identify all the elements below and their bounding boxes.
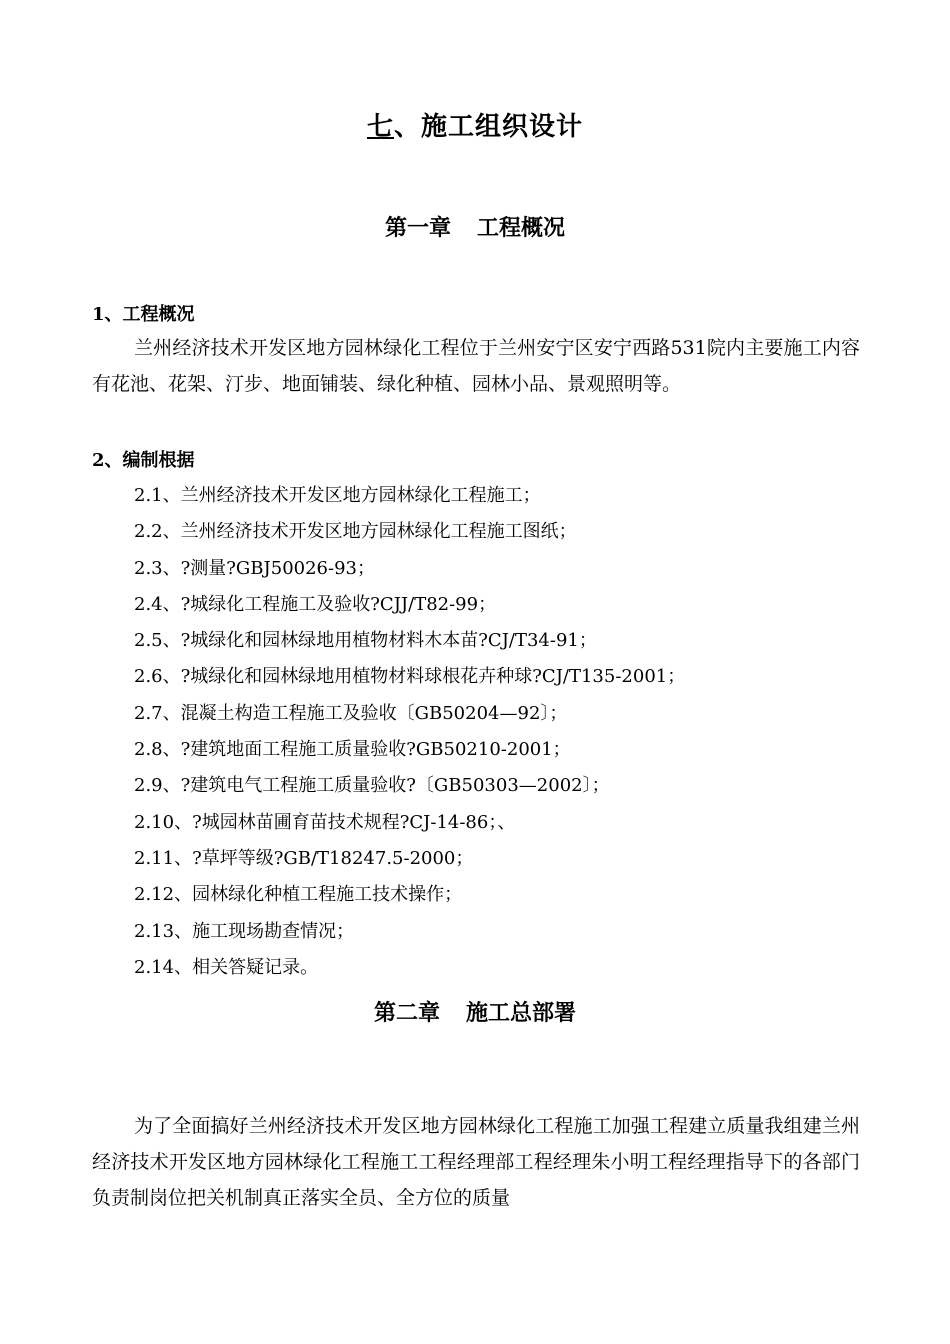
list-item: 2.10、?城园林苗圃育苗技术规程?CJ-14-86；、 <box>134 811 516 833</box>
title-prefix: 七 <box>366 112 394 142</box>
chapter-2-number: 第二章 <box>373 1000 440 1026</box>
chapter-2-heading <box>0 996 950 1027</box>
chapter-1-number: 第一章 <box>384 215 451 241</box>
chapter-1-name: 工程概况 <box>477 215 566 241</box>
list-item: 2.14、相关答疑记录。 <box>134 956 319 978</box>
list-item: 2.5、?城绿化和园林绿地用植物材料木本苗?CJ/T34-91； <box>134 630 597 652</box>
list-item: 2.6、?城绿化和园林绿地用植物材料球根花卉种球?CJ/T135-2001； <box>134 666 686 688</box>
list-item: 2.7、混凝土构造工程施工及验收〔GB50204—92〕； <box>134 702 568 724</box>
list-item: 2.1、兰州经济技术开发区地方园林绿化工程施工； <box>134 485 541 506</box>
list-item: 2.13、施工现场勘查情况； <box>134 920 355 942</box>
list-item: 2.11、?草坪等级?GB/T18247.5-2000； <box>134 847 474 869</box>
section-1-heading: 1、工程概况 <box>92 304 195 325</box>
chapter-2-name: 施工总部署 <box>466 1000 577 1026</box>
list-item: 2.2、兰州经济技术开发区地方园林绿化工程施工图纸； <box>134 521 577 543</box>
basis-list <box>134 478 685 986</box>
list-item: 2.12、园林绿化种植工程施工技术操作； <box>134 884 463 906</box>
section-1-body: 兰州经济技术开发区地方园林绿化工程位于兰州安宁区安宁西路531院内主要施工内容有花池、花架、汀步、地面铺装、绿化种植、园林小品、景观照明等。 <box>92 337 860 395</box>
list-item: 2.8、?建筑地面工程施工质量验收?GB50210-2001； <box>134 739 571 761</box>
list-item: 2.9、?建筑电气工程施工质量验收?〔GB50303—2002〕； <box>134 775 610 797</box>
document-title <box>0 106 950 143</box>
chapter-2-body: 为了全面搞好兰州经济技术开发区地方园林绿化工程施工加强工程建立质量我组建兰州经济技术开发区地方园林绿化工程施工工程经理部工程经理朱小明工程经理指导下的各部门负责制岗位把关机制真正落实全员、全方位的质量 <box>92 1115 860 1209</box>
list-item: 2.3、?测量?GBJ50026-93； <box>134 557 375 579</box>
list-item: 2.4、?城绿化工程施工及验收?CJJ/T82-99； <box>134 593 497 615</box>
title-text: 、施工组织设计 <box>394 112 584 142</box>
section-2-heading: 2、编制根据 <box>92 450 195 471</box>
chapter-1-heading <box>0 211 950 242</box>
